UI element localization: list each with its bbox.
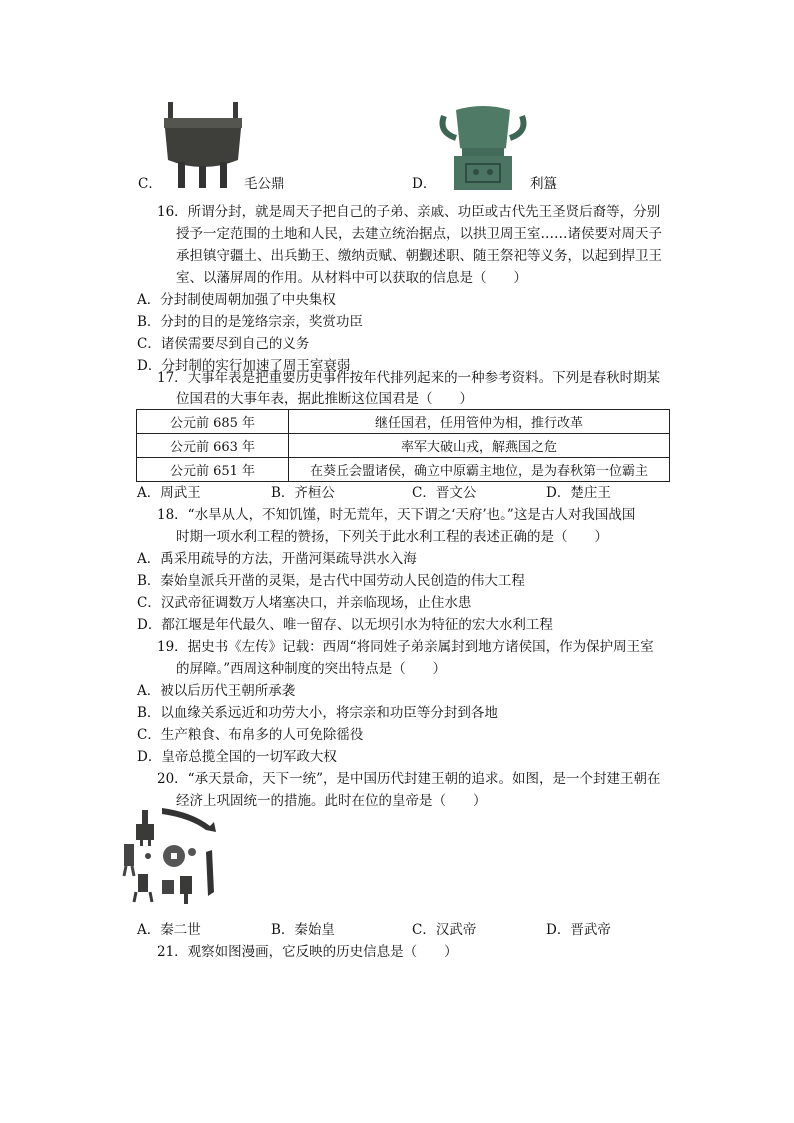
table-cell-event: 在葵丘会盟诸侯，确立中原霸主地位，是为春秋第一位霸主: [289, 458, 670, 482]
q20-stem-line-1: 20．“承天景命，天下一统”，是中国历代封建王朝的追求。如图，是一个封建王朝在: [157, 771, 661, 787]
q16-stem-line-1: 16．所谓分封，就是周天子把自己的子弟、亲戚、功臣或古代先王圣贤后裔等，分别: [157, 204, 661, 220]
q20-stem-line-2: 经济上巩固统一的措施。此时在位的皇帝是（ ）: [176, 793, 487, 809]
q16-stem-line-2: 授予一定范围的土地和人民，去建立统治据点，以拱卫周王室……诸侯要对周天子: [176, 226, 662, 242]
q16-option-b[interactable]: B．分封的目的是笼络宗亲，奖赏功臣: [137, 314, 363, 330]
q19-option-b[interactable]: B．以血缘关系远近和功劳大小，将宗亲和功臣等分封到各地: [137, 705, 498, 721]
option-c-letter: C．: [138, 176, 162, 192]
q16-option-a[interactable]: A．分封制使周朝加强了中央集权: [137, 292, 336, 308]
q18-option-b[interactable]: B．秦始皇派兵开凿的灵渠，是古代中国劳动人民创造的伟大工程: [137, 573, 525, 589]
q16-stem-line-4: 室、以藩屏周的作用。从材料中可以获取的信息是（ ）: [176, 270, 527, 286]
maogong-ding-image: [160, 98, 246, 190]
option-d-name: 利簋: [530, 176, 557, 192]
table-cell-year: 公元前 685 年: [137, 410, 289, 434]
q17-option-c[interactable]: C．晋文公: [412, 485, 477, 501]
q19-stem-line-2: 的屏障。”西周这种制度的突出特点是（ ）: [176, 661, 447, 677]
q19-stem-line-1: 19．据史书《左传》记载：西周“将同姓子弟亲属封到地方诸侯国，作为保护周王室: [157, 639, 654, 655]
table-row: [137, 410, 670, 434]
table-cell-year: 公元前 663 年: [137, 434, 289, 458]
q17-option-a[interactable]: A．周武王: [137, 485, 201, 501]
q18-stem-line-2: 时期一项水利工程的赞扬，下列关于此水利工程的表述正确的是（ ）: [176, 529, 608, 545]
q16-option-c[interactable]: C．诸侯需要尽到自己的义务: [137, 336, 310, 352]
q17-option-b[interactable]: B．齐桓公: [271, 485, 335, 501]
q21-stem-line-1: 21．观察如图漫画，它反映的历史信息是（ ）: [157, 944, 458, 960]
q18-option-a[interactable]: A．禹采用疏导的方法，开凿河渠疏导洪水入海: [137, 551, 417, 567]
q18-stem-line-1: 18．“水旱从人，不知饥馑，时无荒年，天下谓之‘天府’也。”这是古人对我国战国: [157, 507, 636, 523]
table-cell-event: 率军大破山戎，解燕国之危: [289, 434, 670, 458]
q16-stem-line-3: 承担镇守疆土、出兵勤王、缴纳贡赋、朝觐述职、随王祭祀等义务，以起到捍卫王: [176, 248, 662, 264]
event-timeline-table: [136, 409, 670, 482]
q20-option-c[interactable]: C．汉武帝: [412, 922, 477, 938]
q20-option-a[interactable]: A．秦二世: [137, 922, 201, 938]
q19-option-a[interactable]: A．被以后历代王朝所承袭: [137, 683, 296, 699]
li-gui-image: [436, 102, 530, 192]
q17-option-d[interactable]: D．楚庄王: [546, 485, 611, 501]
option-c-name: 毛公鼎: [244, 176, 285, 192]
q16-option-d[interactable]: D．分封制的实行加速了周王室衰弱: [137, 358, 351, 374]
option-d-letter: D．: [412, 176, 437, 192]
table-cell-event: 继任国君，任用管仲为相，推行改革: [289, 410, 670, 434]
q18-option-d[interactable]: D．都江堰是年代最久、唯一留存、以无坝引水为特征的宏大水利工程: [137, 617, 553, 633]
table-row: [137, 458, 670, 482]
q17-stem-line-1: 17．大事年表是把重要历史事件按年代排列起来的一种参考资料。下列是春秋时期某: [157, 370, 661, 386]
q20-option-d[interactable]: D．晋武帝: [546, 922, 611, 938]
q19-option-d[interactable]: D．皇帝总揽全国的一切军政大权: [137, 749, 337, 765]
q17-stem-line-2: 位国君的大事年表，据此推断这位国君是（ ）: [176, 391, 473, 407]
ancient-coins-image: [122, 806, 222, 908]
q18-option-c[interactable]: C．汉武帝征调数万人堵塞决口，并亲临现场，止住水患: [137, 595, 472, 611]
table-row: [137, 434, 670, 458]
q19-option-c[interactable]: C．生产粮食、布帛多的人可免除徭役: [137, 727, 364, 743]
q20-option-b[interactable]: B．秦始皇: [271, 922, 335, 938]
table-cell-year: 公元前 651 年: [137, 458, 289, 482]
